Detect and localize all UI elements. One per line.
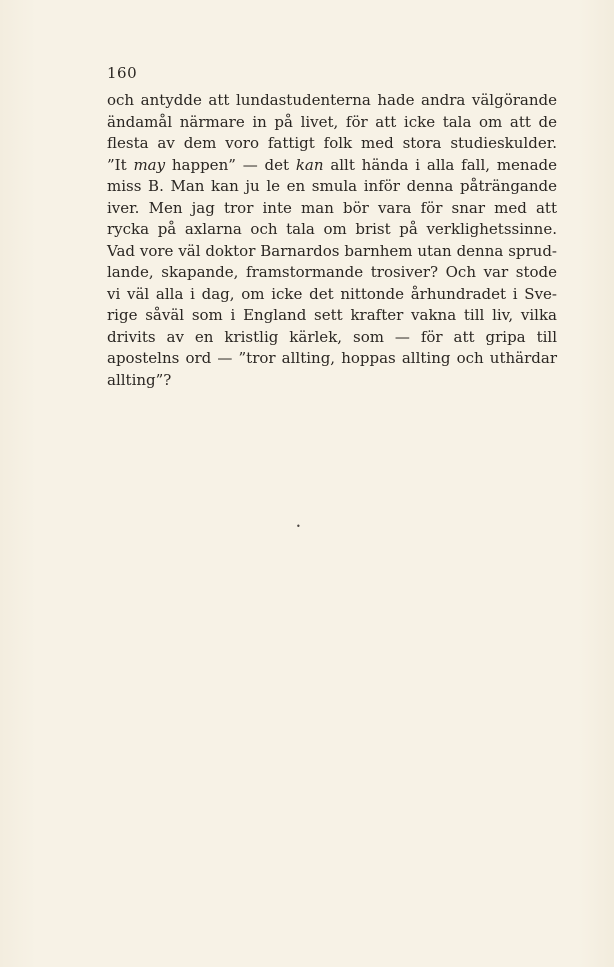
- text-segment: apostelns ord — ”tror allting, hoppas allting och uthärdar: [107, 349, 557, 367]
- text-segment: flesta av dem voro fattigt folk med stora studieskulder.: [107, 134, 557, 152]
- text-line: [107, 241, 557, 263]
- text-line: [107, 348, 557, 370]
- text-segment: allt hända i alla fall, menade: [323, 155, 558, 174]
- text-line: [107, 133, 557, 155]
- text-line: [107, 198, 557, 220]
- text-segment: och antydde att lundastudenterna hade andra välgörande: [107, 91, 557, 109]
- text-segment: iver. Men jag tror inte man bör vara för snar med att: [107, 198, 557, 217]
- text-line: [107, 155, 557, 177]
- italic-word: may: [133, 155, 166, 174]
- body-text: [107, 90, 557, 391]
- text-segment: ”It: [107, 155, 134, 174]
- text-line: [107, 370, 557, 392]
- text-segment: vi väl alla i dag, om icke det nittonde århundradet i Sve-: [107, 284, 557, 303]
- text-segment: ändamål närmare in på livet, för att icke tala om att de: [107, 112, 557, 131]
- page-number: 160: [107, 64, 138, 82]
- text-segment: lande, skapande, framstormande trosiver? Och var stode: [107, 263, 557, 281]
- text-segment: miss B. Man kan ju le en smula inför denna påträngande: [107, 177, 557, 195]
- text-line: [107, 219, 557, 241]
- text-line: [107, 112, 557, 134]
- ornament-dot: •: [296, 522, 301, 531]
- text-segment: rycka på axlarna och tala om brist på verklighetssinne.: [107, 220, 557, 238]
- text-line: [107, 327, 557, 349]
- text-segment: Vad vore väl doktor Barnardos barnhem utan denna sprud-: [107, 241, 557, 260]
- text-line: [107, 262, 557, 284]
- text-line: [107, 305, 557, 327]
- text-segment: rige såväl som i England sett krafter vakna till liv, vilka: [107, 306, 557, 324]
- text-segment: drivits av en kristlig kärlek, som — för att gripa till: [107, 327, 557, 346]
- text-segment: allting”?: [107, 370, 172, 389]
- text-line: [107, 284, 557, 306]
- italic-word: kan: [295, 155, 324, 174]
- text-segment: happen” — det: [165, 155, 296, 174]
- text-line: [107, 90, 557, 112]
- text-line: [107, 176, 557, 198]
